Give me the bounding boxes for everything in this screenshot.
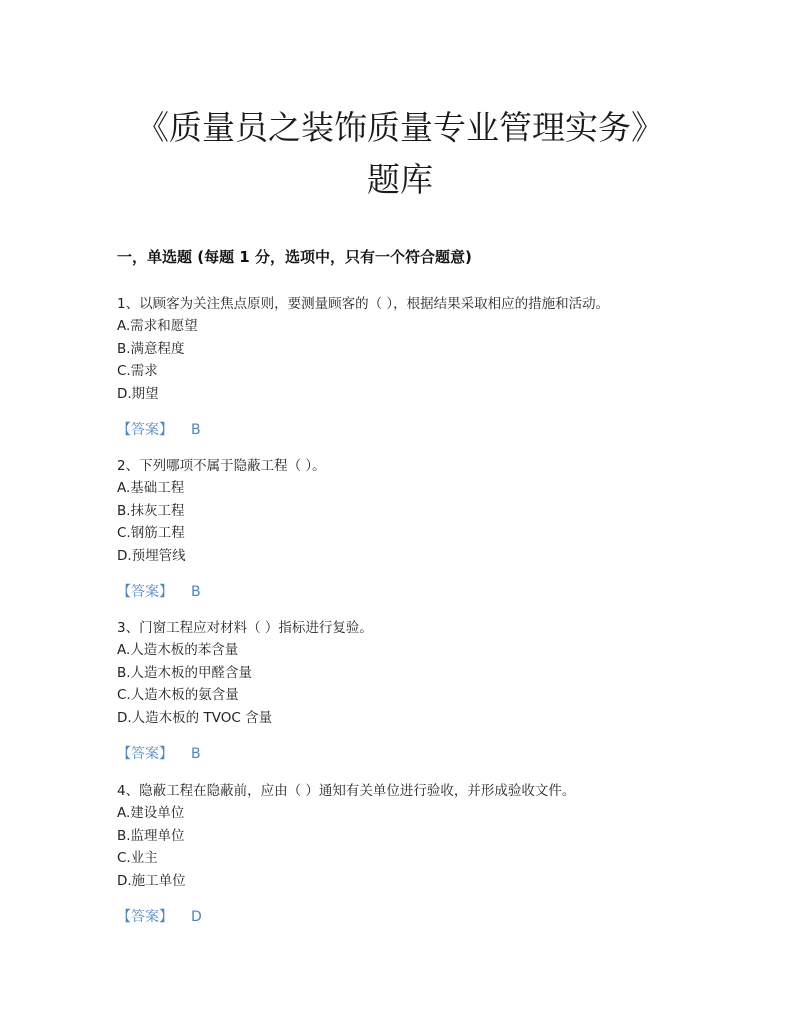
answer-row: [117, 419, 717, 441]
question-stem: 3、门窗工程应对材料（ ）指标进行复验。: [117, 620, 373, 636]
answer-label: 【答案】: [117, 746, 173, 762]
option-b: B.监理单位: [117, 827, 185, 844]
option-c: C.钢筋工程: [117, 525, 185, 541]
section-heading: 一，单选题 (每题 1 分，选项中，只有一个符合题意): [117, 248, 472, 266]
option-b: B.抹灰工程: [117, 502, 185, 519]
answer-value: B: [191, 584, 201, 600]
option-c: C.需求: [117, 363, 158, 379]
option-a: A.基础工程: [117, 480, 185, 496]
answer-row: [117, 906, 717, 928]
option-c: C.业主: [117, 850, 158, 866]
answer-label: 【答案】: [117, 422, 173, 438]
option-d: D.人造木板的 TVOC 含量: [117, 709, 273, 726]
answer-row: [117, 743, 717, 765]
question-item: [117, 617, 717, 765]
option-c: C.人造木板的氨含量: [117, 687, 239, 703]
answer-value: B: [191, 422, 201, 438]
question-item: [117, 455, 717, 603]
answer-label: 【答案】: [117, 909, 173, 925]
answer-label: 【答案】: [117, 584, 173, 600]
option-b: B.满意程度: [117, 340, 185, 357]
question-item: [117, 293, 717, 441]
answer-value: B: [191, 746, 201, 762]
document-title-continued: 题库: [367, 160, 433, 199]
document-title: 《质量员之装饰质量专业管理实务》: [136, 108, 664, 147]
question-stem: 1、以顾客为关注焦点原则，要测量顾客的（ ），根据结果采取相应的措施和活动。: [117, 296, 610, 312]
option-a: A.建设单位: [117, 805, 185, 821]
answer-value: D: [191, 909, 202, 925]
question-stem: 2、下列哪项不属于隐蔽工程（ ）。: [117, 458, 326, 474]
option-d: D.施工单位: [117, 872, 186, 889]
option-a: A.人造木板的苯含量: [117, 642, 239, 658]
answer-row: [117, 581, 717, 603]
question-stem: 4、隐蔽工程在隐蔽前，应由（ ）通知有关单位进行验收，并形成验收文件。: [117, 783, 576, 799]
option-a: A.需求和愿望: [117, 318, 198, 334]
option-d: D.预埋管线: [117, 547, 186, 564]
option-d: D.期望: [117, 385, 159, 402]
option-b: B.人造木板的甲醛含量: [117, 664, 253, 681]
question-item: [117, 780, 717, 928]
